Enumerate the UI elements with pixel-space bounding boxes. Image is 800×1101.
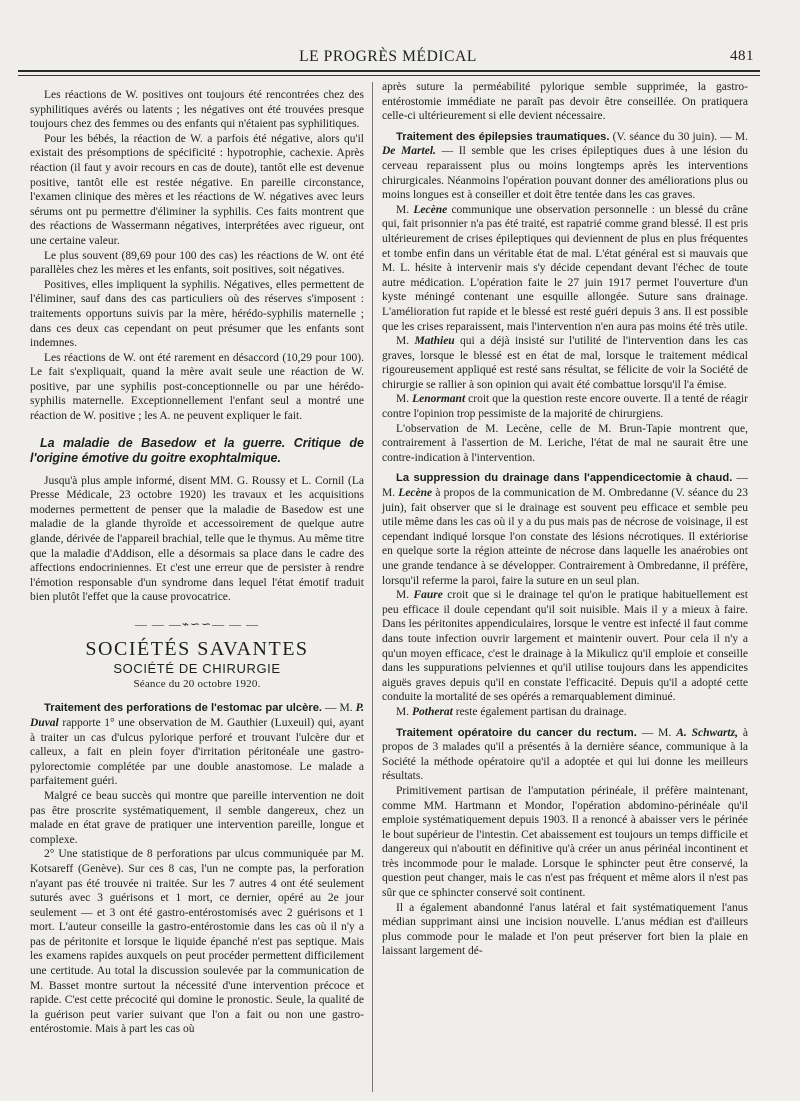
perforations-paragraph — [30, 701, 364, 789]
drainage-lead: La suppression du drainage dans l'appendicectomie à chaud. — [396, 472, 733, 485]
paragraph: Le plus souvent (89,69 pour 100 des cas) les réactions de W. ont été parallèles chez les mères et les enfants, soit positives, soit négatives. — [30, 249, 364, 277]
mathieu-paragraph — [382, 334, 748, 392]
brun-tapie-paragraph: L'observation de M. Lecène, celle de M. Brun-Tapie montrent que, contrairement à l'assertion de M. Leriche, l'état de mal ne saurait être une contre-indication à l'intervention. — [382, 422, 748, 464]
epilepsies-paragraph — [382, 130, 748, 203]
perforations-lead: Traitement des perforations de l'estomac par ulcère. — [44, 702, 323, 715]
paragraph: Les réactions de W. ont été rarement en désaccord (10,29 pour 100). Le fait s'expliquait, quand la mère avait seule une réaction de W. positive, par une syphilis post-conceptionnelle ou par une hérédo-syphilis maternelle. Exceptionnellement l'enfant seul a montré une réaction de W. positive ; les A. ne peuvent expliquer le fait. — [30, 351, 364, 423]
author-name: Potherat — [411, 705, 453, 718]
drainage-paragraph — [382, 471, 748, 588]
paragraph-text: communique une observation personnelle : un blessé du crâne qui, fait prisonnier n'a pas été traité, est rapatrié comme grand blessé. Il est pris ultérieurement de crises épileptiques qui deviennent de plus en plus fréquentes et tombe enfin dans un véritable état de mal. L'état général est si mauvais que M. L. hésite à intervenir mais s'y décide cependant devant l'échec de toute autre médication. L'opération faite le 27 juin 1917 permet l'ouverture d'un kyste méningé contenant une esquille allongée. Suture sans drainage. L'amélioration fut rapide et le blessé est resté guéri depuis 3 ans. Il est possible que les crises reparaissent, mais l'intervention n'en aura pas moins été très utile. — [382, 203, 748, 333]
societe-chirurgie-title: SOCIÉTÉ DE CHIRURGIE — [113, 661, 281, 677]
basedow-heading: La maladie de Basedow et la guerre. Critique de l'origine émotive du goitre exophtalmique. — [30, 435, 364, 465]
header-rule-thin — [18, 75, 760, 76]
lenormant-paragraph — [382, 392, 748, 421]
left-column — [30, 88, 364, 1037]
paragraph-text: croit que si le drainage tel qu'on le pratique habituellement est peu efficace il doule cependant qu'il soit nuisible. Mais il y a mieux à faire. Dans les péritonites appendiculaires, lorsque le ventre est infecté il faut comme dans toute infection ouvrir largement et maintenir ouvert. Pour cela il n'y a qu'un moyen efficace, c'est le drainage à la Mikulicz qu'il emploie et conseille dans les suppurations pelviennes et qu'il utilise toujours dans les appendicites aiguës graves depuis qu'il en constate l'efficacité. Depuis qu'il a adopté cette conduite la mortalité de ses opérés a remarquablement diminué. — [382, 589, 748, 704]
paragraph: Les réactions de W. positives ont toujours été rencontrées chez des syphilitiques avérés ou latents ; les négatives ont été trouvées presque toujours chez des femmes ou des enfants qui n'étaient pas syphilitiques. — [30, 89, 364, 131]
author-name: De Martel. — [382, 145, 436, 158]
prefix: M. — [396, 705, 412, 718]
journal-title: LE PROGRÈS MÉDICAL — [299, 48, 477, 65]
basedow-paragraph: Jusqu'à plus ample informé, disent MM. G. Roussy et L. Cornil (La Presse Médicale, 23 octobre 1920) les travaux et les acquisitions modernes permettent de penser que la maladie de Basedow est une maladie de la glande thyroïde et accessoirement de quelque autre glande, dérivée de l'appareil brachial, telle que le thymus. Au même titre que la maladie d'Addison, elle a désormais sa place dans le cadre des affections endocriniennes. Et c'est une erreur que de persister à rendre l'émotion responsable d'un syndrome dans lequel l'état émotif traduit bien plutôt l'effet que la cause provocatrice. — [30, 474, 364, 604]
column-divider — [372, 82, 373, 1092]
page-number: 481 — [730, 48, 754, 64]
dash: — M. — [382, 472, 748, 500]
dash: — M. — [636, 726, 677, 739]
continued-paragraph: après suture la perméabilité pylorique semble supprimée, la gastro-entérostomie immédiate ne paraît pas devoir être conseillée. On pratiquera celle-ci ultérieurement si elle devient nécessaire. — [382, 81, 748, 123]
prefix: M. — [396, 393, 413, 406]
author-name: Faure — [413, 589, 443, 602]
paragraph-text: qui a déjà insisté sur l'utilité de l'intervention dans les cas graves, lorsque le blessé est en état de mal, lorsque le traitement médical rigoureusement appliqué est resté sans résultat, se félicite de voir la Société de chirurgie se rallier à son opinion qui avait été combattue lorsqu'il l'a émise. — [382, 335, 748, 391]
author-name: Lecène — [398, 487, 433, 500]
author-name: A. Schwartz, — [676, 726, 738, 739]
societes-savantes-title: SOCIÉTÉS SAVANTES — [85, 637, 309, 660]
paragraph-text: à propos de 3 malades qu'il a présentés à la dernière séance, communique à la Société la méthode opératoire qu'il a adoptée et qui lui donne les meilleurs résultats. — [382, 726, 748, 783]
paragraph-text: rapporte 1° une observation de M. Gauthier (Luxeuil) qui, ayant à traiter un cas d'ulcus pylorique perforé et trouvant l'ulcère dur et calleux, a fait en plein foyer d'irritation péritonéale une gastro-pylorectomie complétée par une double anastomose. Le malade a parfaitement guéri. — [30, 716, 364, 788]
epilepsies-ref: (V. séance du 30 juin). — M. — [609, 130, 748, 143]
page-header — [18, 46, 758, 70]
right-column — [382, 80, 748, 959]
paragraph-text: à propos de la communication de M. Ombredanne (V. séance du 23 juin), fait observer que si le drainage est souvent peu efficace et semble peu utile même dans les cas où il y a du pus mais pas de nécrose de voisinage, il est cependant indiqué lorsque l'on constate des lésions nécrotiques. Il extériorise en quelque sorte la région atteinte de nécrose dans laquelle les anaérobies ont une grande tendance à se développer. Contrairement à Ombredanne, il préfère, lorsqu'il referme la paroi, faire la suture en un seul plan. — [382, 487, 748, 587]
section-ornament: — — —⌁∽∽— — — — [134, 617, 260, 631]
potherat-paragraph — [382, 705, 748, 720]
paragraph-text: reste également partisan du drainage. — [452, 705, 627, 718]
header-rule — [18, 70, 760, 72]
paragraph-text: croit que la question reste encore ouverte. Il a tenté de réagir contre l'opinion trop pessimiste de la majorité de chirurgiens. — [382, 393, 748, 421]
statistique-paragraph: 2° Une statistique de 8 perforations par ulcus communiquée par M. Kotsareff (Genève). Sur ces 8 cas, l'un ne compte pas, la perforation n'ayant pas été trouvée ni traitée. Sur les 7 autres 4 ont été seulement suturés avec 3 guérisons et 1 mort, ce dernier, opéré au 2e jour seulement — et 3 ont été gastro-entérostomisés avec 2 guérisons et 1 mort. L'auteur conseille la gastro-entérostomie dans les cas où il n'y a pas de péritonite et lorsque le liquide épanché n'est pas septique. Mais les examens rapides auxquels on peut procéder permettent difficilement une certitude. Au total la discussion soulevée par la communication de M. Basset montre surtout la nécessité d'une intervention précoce et rapide. C'est cette précocité qui domine le pronostic. Seule, la qualité de la guérison peut varier suivant que l'on a fait ou non une gastro-entérostomie. Mais à part les cas où — [30, 848, 364, 1036]
prefix: M. — [396, 203, 414, 216]
cancer-paragraph — [382, 726, 748, 784]
malgre-paragraph: Malgré ce beau succès qui montre que pareille intervention ne doit pas être proscrite systématiquement, il semble dangereux, chez un malade en état grave de pratiquer une intervention pareille, longue et complexe. — [30, 789, 364, 846]
author-name: Lenormant — [412, 393, 466, 406]
cancer-lead: Traitement opératoire du cancer du rectum. — [396, 726, 637, 739]
author-name: Mathieu — [414, 335, 455, 348]
prefix: M. — [396, 589, 414, 602]
primitivement-paragraph: Primitivement partisan de l'amputation périnéale, il préfère maintenant, comme MM. Hartmann et Mondor, l'opération abdomino-périnéale qu'il emploie systématiquement depuis 1903. Il a renoncé à abaisser vers le périnée le bout supérieur de l'intestin. Cet abaissement est toujours un temps difficile et dangereux qui n'aboutit en définitive qu'à créer un anus périnéal incontinent et très incommode pour le malade. Lorsque le sphincter peut être conservé, la question peut changer, mais le cas n'est pas fréquent et même alors il n'est pas sûr que ce sphincter conservé soit continent. — [382, 784, 748, 900]
paragraph-text: — Il semble que les crises épileptiques dues à une lésion du cerveau reparaissent plus ou moins longtemps après les interventions chirurgicales. Néanmoins l'opération pouvant donner des améliorations plus ou moins longues est à conseiller et doit être tentée dans les cas graves. — [382, 145, 748, 202]
author-name: Lecène — [413, 203, 448, 216]
paragraph: Pour les bébés, la réaction de W. a parfois été négative, alors qu'il existait des présomptions de spécificité : hypotrophie, cachexie. Après réaction (il faut y avoir recours en cas de doute), tantôt elle est devenue positive, tantôt elle est restée négative. En pareille circonstance, l'examen clinique des mères et les réactions de W. négatives avec leurs sérums ont pu permettre d'éliminer la syphilis. Ces faits montrent que des réactions de Wassermann négatives, interprétées avec rigueur, ont une certaine valeur. — [30, 132, 364, 247]
author-name: P. Duval — [30, 702, 364, 729]
paragraph: Positives, elles impliquent la syphilis. Négatives, elles permettent de l'éliminer, sauf dans des cas particuliers où des réserves s'imposent : traitements opportuns suivis par la mère, hérédo-syphilis maternelle ; dans ces deux cas cependant on peut présumer que les enfants sont indemnes. — [30, 278, 364, 350]
faure-paragraph — [382, 588, 748, 705]
abandonne-paragraph: Il a également abandonné l'anus latéral et fait systématiquement l'anus médian supprimant ainsi une incision nouvelle. L'anus médian est d'ailleurs plus commode pour le malade et l'on peut préserver fort bien la plaie en laissant largement dé- — [382, 901, 748, 958]
epilepsies-lead: Traitement des épilepsies traumatiques. — [396, 130, 610, 143]
lecene-paragraph — [382, 203, 748, 334]
dash: — M. — [322, 702, 356, 715]
prefix: M. — [396, 335, 415, 348]
seance-date: Séance du 20 octobre 1920. — [133, 677, 261, 690]
